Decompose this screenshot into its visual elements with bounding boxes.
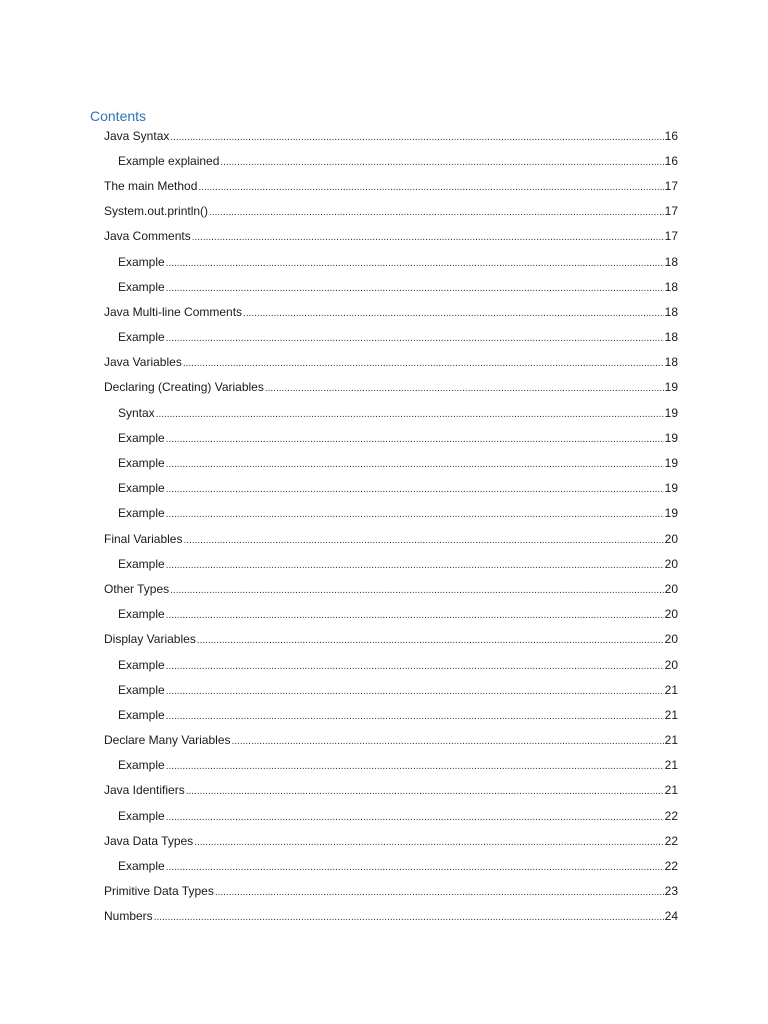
toc-entry[interactable] xyxy=(0,678,768,703)
toc-entry-page-number: 24 xyxy=(664,909,678,924)
toc-entry-row xyxy=(118,280,678,296)
toc-dot-leader xyxy=(166,760,664,774)
toc-entry[interactable] xyxy=(0,754,768,779)
toc-dot-leader xyxy=(166,660,664,674)
toc-entry-page-number: 18 xyxy=(664,330,678,345)
toc-entry[interactable] xyxy=(0,804,768,829)
toc-entry[interactable] xyxy=(0,275,768,300)
toc-entry-title: Java Identifiers xyxy=(104,783,185,798)
toc-entry[interactable] xyxy=(0,426,768,451)
toc-dot-leader xyxy=(156,408,664,422)
toc-dot-leader xyxy=(154,911,664,925)
toc-entry[interactable] xyxy=(0,451,768,476)
toc-entry[interactable] xyxy=(0,502,768,527)
toc-entry[interactable] xyxy=(0,477,768,502)
toc-entry[interactable] xyxy=(0,200,768,225)
toc-dot-leader xyxy=(170,131,663,145)
toc-entry-page-number: 20 xyxy=(664,632,678,647)
toc-entry-page-number: 22 xyxy=(664,833,678,848)
toc-entry[interactable] xyxy=(0,552,768,577)
toc-entry-row xyxy=(104,532,678,548)
toc-entry-row xyxy=(104,129,678,145)
toc-entry[interactable] xyxy=(0,326,768,351)
toc-entry[interactable] xyxy=(0,603,768,628)
toc-entry[interactable] xyxy=(0,628,768,653)
toc-entry-title: The main Method xyxy=(104,178,198,193)
toc-entry-row xyxy=(118,255,678,271)
toc-entry-page-number: 16 xyxy=(664,128,678,143)
toc-dot-leader xyxy=(220,156,663,170)
toc-entry-title: Java Variables xyxy=(104,355,182,370)
toc-dot-leader xyxy=(265,382,664,396)
toc-entry-page-number: 20 xyxy=(664,607,678,622)
toc-entry-page-number: 17 xyxy=(664,178,678,193)
toc-entry-page-number: 22 xyxy=(664,808,678,823)
toc-dot-leader xyxy=(198,181,663,195)
toc-dot-leader xyxy=(166,861,664,875)
toc-entry-page-number: 19 xyxy=(664,380,678,395)
toc-entry-row xyxy=(104,834,678,850)
toc-entry[interactable] xyxy=(0,174,768,199)
toc-entry-page-number: 22 xyxy=(664,859,678,874)
toc-entry-title: Example xyxy=(118,430,165,445)
toc-entry[interactable] xyxy=(0,225,768,250)
toc-entry[interactable] xyxy=(0,880,768,905)
toc-entry[interactable] xyxy=(0,829,768,854)
toc-entry-title: Declaring (Creating) Variables xyxy=(104,380,264,395)
toc-entry-row xyxy=(104,355,678,371)
toc-entry[interactable] xyxy=(0,376,768,401)
toc-dot-leader xyxy=(197,634,664,648)
toc-entry-title: Example xyxy=(118,607,165,622)
toc-entry-row xyxy=(118,431,678,447)
toc-entry-title: Example explained xyxy=(118,153,220,168)
toc-entry-row xyxy=(118,481,678,497)
toc-entry-row xyxy=(104,229,678,245)
table-of-contents xyxy=(0,124,768,930)
toc-dot-leader xyxy=(166,257,664,271)
toc-entry-title: Primitive Data Types xyxy=(104,884,214,899)
toc-dot-leader xyxy=(170,584,663,598)
toc-dot-leader xyxy=(243,307,664,321)
toc-entry-row xyxy=(118,506,678,522)
toc-entry[interactable] xyxy=(0,527,768,552)
toc-entry-row xyxy=(118,456,678,472)
toc-entry-title: Example xyxy=(118,758,165,773)
toc-dot-leader xyxy=(166,609,664,623)
toc-entry[interactable] xyxy=(0,905,768,930)
toc-entry-title: Java Multi-line Comments xyxy=(104,304,243,319)
toc-entry[interactable] xyxy=(0,854,768,879)
toc-entry[interactable] xyxy=(0,149,768,174)
toc-entry-page-number: 18 xyxy=(664,279,678,294)
toc-entry-page-number: 20 xyxy=(664,531,678,546)
toc-entry-row xyxy=(118,406,678,422)
toc-entry-row xyxy=(104,632,678,648)
toc-entry-page-number: 21 xyxy=(664,682,678,697)
toc-entry[interactable] xyxy=(0,124,768,149)
toc-entry-title: Java Comments xyxy=(104,229,191,244)
toc-entry-title: Java Syntax xyxy=(104,128,170,143)
toc-dot-leader xyxy=(166,458,664,472)
toc-entry-row xyxy=(118,607,678,623)
toc-entry[interactable] xyxy=(0,300,768,325)
toc-dot-leader xyxy=(186,785,664,799)
toc-entry-row xyxy=(104,204,678,220)
toc-entry-page-number: 19 xyxy=(664,506,678,521)
toc-entry-page-number: 18 xyxy=(664,304,678,319)
toc-entry-title: Java Data Types xyxy=(104,833,194,848)
toc-entry-title: Example xyxy=(118,481,165,496)
toc-entry-row xyxy=(104,380,678,396)
toc-entry-row xyxy=(104,884,678,900)
toc-dot-leader xyxy=(166,559,664,573)
toc-dot-leader xyxy=(166,433,664,447)
toc-entry-row xyxy=(118,330,678,346)
toc-entry-title: System.out.println() xyxy=(104,204,209,219)
toc-dot-leader xyxy=(166,710,664,724)
toc-entry-row xyxy=(104,582,678,598)
toc-entry-title: Example xyxy=(118,808,165,823)
toc-entry-page-number: 21 xyxy=(664,783,678,798)
toc-entry-row xyxy=(104,305,678,321)
toc-entry-page-number: 21 xyxy=(664,758,678,773)
toc-entry-title: Example xyxy=(118,657,165,672)
toc-entry[interactable] xyxy=(0,250,768,275)
toc-entry[interactable] xyxy=(0,401,768,426)
toc-entry-title: Example xyxy=(118,254,165,269)
toc-entry-page-number: 19 xyxy=(664,430,678,445)
toc-entry-row xyxy=(118,859,678,875)
toc-entry-row xyxy=(104,179,678,195)
toc-entry-title: Final Variables xyxy=(104,531,183,546)
toc-entry-title: Example xyxy=(118,330,165,345)
toc-entry-page-number: 19 xyxy=(664,456,678,471)
toc-entry-title: Other Types xyxy=(104,581,170,596)
toc-dot-leader xyxy=(192,231,664,245)
toc-entry-title: Example xyxy=(118,682,165,697)
toc-dot-leader xyxy=(166,685,664,699)
toc-entry-title: Example xyxy=(118,506,165,521)
toc-entry-row xyxy=(118,154,678,170)
toc-entry[interactable] xyxy=(0,653,768,678)
toc-dot-leader xyxy=(209,206,664,220)
toc-entry-title: Numbers xyxy=(104,909,153,924)
toc-entry[interactable] xyxy=(0,729,768,754)
toc-entry-page-number: 17 xyxy=(664,204,678,219)
toc-entry-page-number: 18 xyxy=(664,355,678,370)
toc-entry-title: Example xyxy=(118,859,165,874)
toc-entry-page-number: 21 xyxy=(664,707,678,722)
toc-dot-leader xyxy=(183,357,664,371)
toc-entry[interactable] xyxy=(0,351,768,376)
toc-entry-row xyxy=(118,809,678,825)
toc-entry-title: Display Variables xyxy=(104,632,196,647)
toc-dot-leader xyxy=(166,508,664,522)
toc-entry-row xyxy=(118,758,678,774)
toc-entry-row xyxy=(104,909,678,925)
toc-dot-leader xyxy=(194,836,663,850)
toc-dot-leader xyxy=(166,483,664,497)
toc-entry-row xyxy=(118,557,678,573)
toc-entry-page-number: 20 xyxy=(664,556,678,571)
toc-dot-leader xyxy=(166,332,664,346)
toc-entry-page-number: 20 xyxy=(664,581,678,596)
toc-entry-title: Example xyxy=(118,279,165,294)
toc-entry-page-number: 21 xyxy=(664,733,678,748)
toc-entry-title: Example xyxy=(118,707,165,722)
toc-entry-page-number: 23 xyxy=(664,884,678,899)
toc-entry[interactable] xyxy=(0,703,768,728)
toc-entry-row xyxy=(118,683,678,699)
toc-entry-page-number: 16 xyxy=(664,153,678,168)
toc-entry[interactable] xyxy=(0,577,768,602)
toc-dot-leader xyxy=(166,282,664,296)
toc-entry-row xyxy=(104,783,678,799)
toc-entry-row xyxy=(104,733,678,749)
toc-heading: Contents xyxy=(90,108,147,124)
toc-entry-title: Example xyxy=(118,456,165,471)
toc-entry[interactable] xyxy=(0,779,768,804)
toc-entry-row xyxy=(118,708,678,724)
toc-entry-title: Syntax xyxy=(118,405,155,420)
toc-dot-leader xyxy=(166,811,664,825)
toc-dot-leader xyxy=(232,735,664,749)
toc-dot-leader xyxy=(183,534,663,548)
toc-entry-page-number: 19 xyxy=(664,481,678,496)
toc-entry-title: Example xyxy=(118,556,165,571)
toc-entry-title: Declare Many Variables xyxy=(104,733,231,748)
toc-entry-row xyxy=(118,658,678,674)
toc-entry-page-number: 17 xyxy=(664,229,678,244)
toc-entry-page-number: 18 xyxy=(664,254,678,269)
toc-entry-page-number: 20 xyxy=(664,657,678,672)
toc-entry-page-number: 19 xyxy=(664,405,678,420)
toc-dot-leader xyxy=(215,886,664,900)
